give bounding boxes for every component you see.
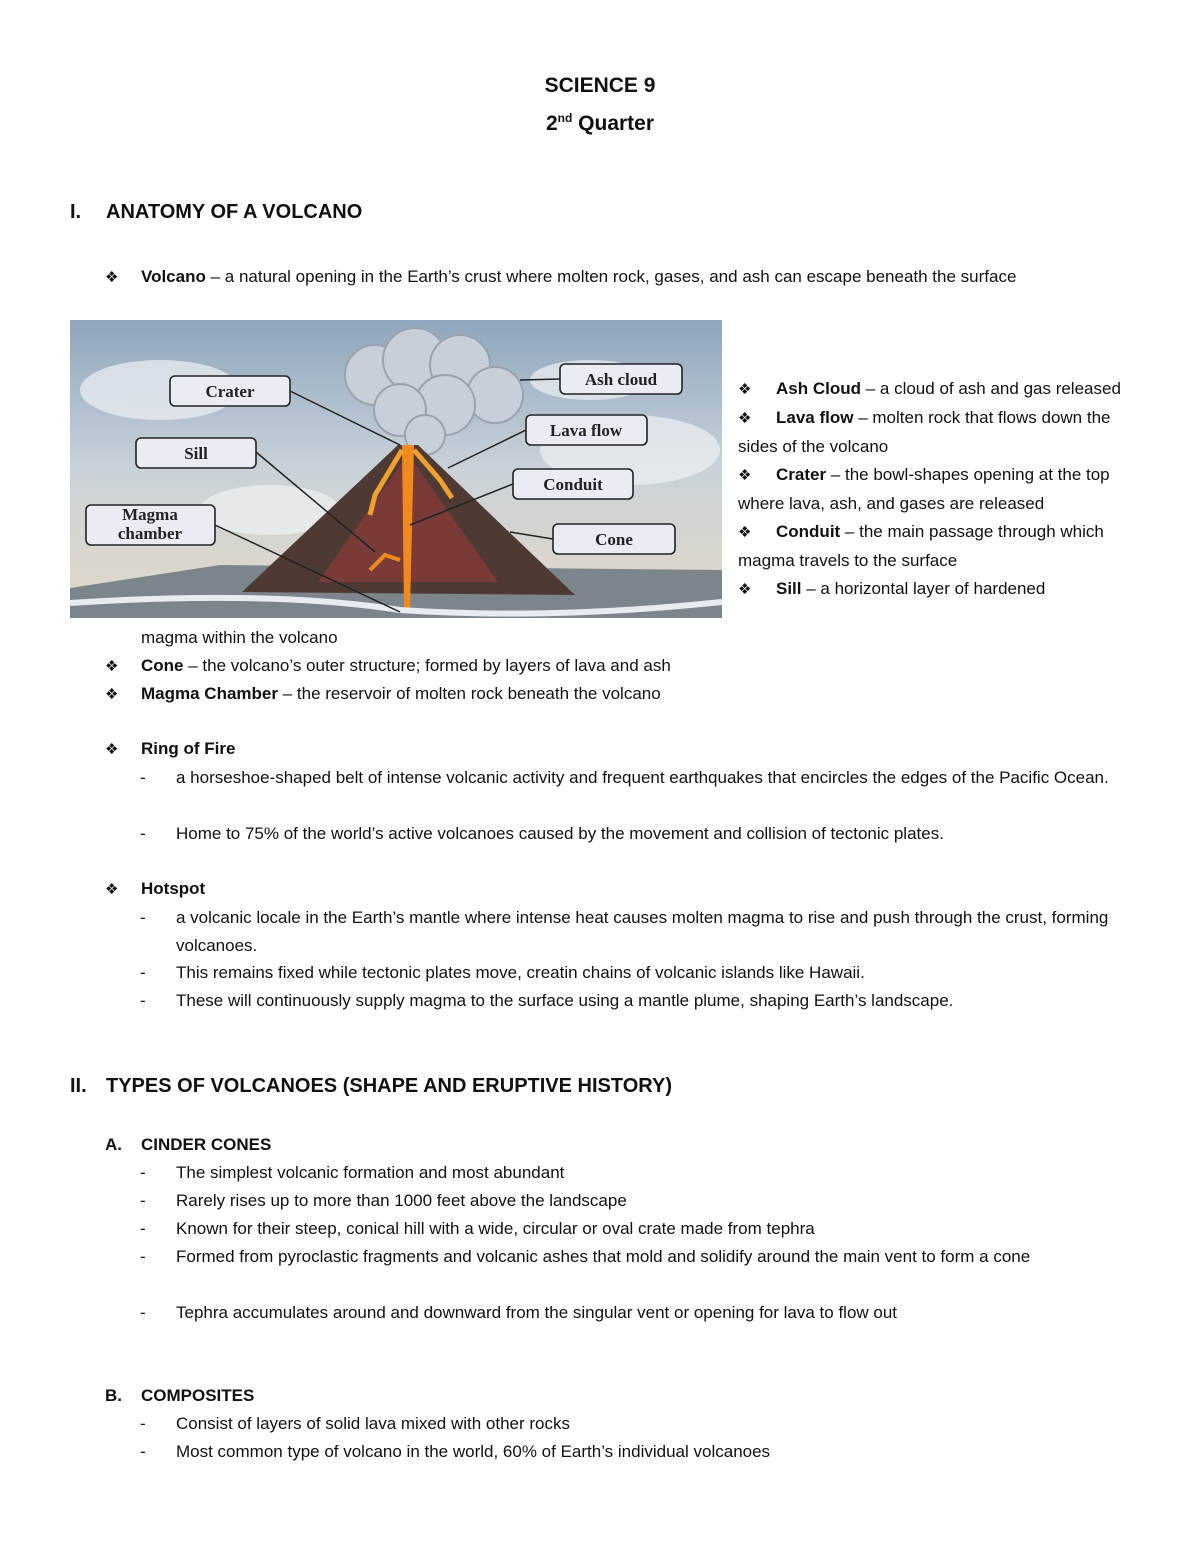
composites-item-text: Consist of layers of solid lava mixed with other rocks	[176, 1414, 570, 1433]
svg-text:Ash cloud: Ash cloud	[584, 370, 658, 389]
page-subtitle	[0, 111, 1200, 136]
cinder-cones-heading	[105, 1135, 271, 1155]
label-magma-chamber	[86, 505, 215, 545]
label-sill	[136, 438, 256, 468]
term: Lava flow	[776, 408, 854, 427]
diamond-bullet-icon: ❖	[105, 881, 119, 898]
label-crater	[170, 376, 290, 406]
term: Ring of Fire	[141, 739, 236, 758]
side-item-conduit	[738, 518, 1138, 575]
section-1-number: I.	[70, 201, 82, 223]
side-definitions	[738, 375, 1138, 604]
term: Volcano	[141, 267, 206, 286]
definition: – the bowl-shapes opening at the top where lava, ash, and gases are released	[738, 465, 1110, 513]
hotspot-item	[140, 987, 1130, 1015]
dash-icon: -	[140, 1247, 146, 1266]
dash-icon: -	[140, 768, 146, 787]
term: Magma Chamber	[141, 684, 278, 703]
cinder-item	[140, 1187, 1130, 1215]
side-item-ash-cloud	[738, 375, 1138, 404]
cinder-item	[140, 1159, 1130, 1187]
diamond-bullet-icon: ❖	[738, 410, 752, 427]
diamond-bullet-icon: ❖	[738, 524, 752, 541]
dash-icon: -	[140, 824, 146, 843]
definition: – a natural opening in the Earth’s crust where molten rock, gases, and ash can escape beneath the surface	[205, 267, 1017, 286]
label-lava-flow	[526, 415, 647, 445]
quarter-word: Quarter	[578, 112, 655, 135]
diamond-bullet-icon: ❖	[738, 581, 752, 598]
hotspot-item-text: a volcanic locale in the Earth’s mantle where intense heat causes molten magma to rise and push through the crust, forming volcanoes.	[176, 908, 1109, 955]
dash-icon: -	[140, 963, 146, 982]
diamond-bullet-icon: ❖	[105, 658, 119, 675]
volcano-diagram-svg	[70, 320, 722, 618]
term: Ash Cloud	[776, 379, 861, 398]
subsection-letter: A.	[105, 1135, 122, 1154]
cinder-item	[140, 1215, 1130, 1243]
ring-item	[140, 820, 1130, 848]
definition: – a cloud of ash and gas released	[861, 379, 1121, 398]
diamond-bullet-icon: ❖	[738, 381, 752, 398]
diamond-bullet-icon: ❖	[105, 741, 119, 758]
dash-icon: -	[140, 1191, 146, 1210]
section-2-number: II.	[70, 1075, 87, 1097]
diamond-bullet-icon: ❖	[105, 269, 119, 286]
subsection-title: COMPOSITES	[141, 1386, 255, 1405]
hotspot-heading	[105, 879, 1135, 899]
quarter-suffix: nd	[557, 111, 573, 125]
definition: – molten rock that flows down the sides of the volcano	[738, 408, 1111, 456]
definition: – the main passage through which magma travels to the surface	[738, 522, 1104, 570]
label-cone	[553, 524, 675, 554]
dash-icon: -	[140, 991, 146, 1010]
ring-item-text: a horseshoe-shaped belt of intense volcanic activity and frequent earthquakes that encircles the edges of the Pacific Ocean.	[176, 768, 1109, 787]
diamond-bullet-icon: ❖	[738, 467, 752, 484]
cinder-item	[140, 1299, 1130, 1327]
section-2-title: TYPES OF VOLCANOES (SHAPE AND ERUPTIVE HISTORY)	[106, 1075, 672, 1097]
section-1-title: ANATOMY OF A VOLCANO	[106, 201, 363, 223]
ring-item-text: Home to 75% of the world’s active volcanoes caused by the movement and collision of tectonic plates.	[176, 824, 944, 843]
volcano-diagram	[70, 320, 722, 618]
dash-icon: -	[140, 1442, 146, 1461]
svg-text:Crater: Crater	[205, 382, 255, 401]
dash-icon: -	[140, 1219, 146, 1238]
subsection-title: CINDER CONES	[141, 1135, 272, 1154]
svg-text:Magma: Magma	[122, 505, 178, 524]
composites-item	[140, 1438, 1130, 1466]
dash-icon: -	[140, 1414, 146, 1433]
svg-text:Sill: Sill	[184, 444, 208, 463]
composites-item-text: Most common type of volcano in the world, 60% of Earth’s individual volcanoes	[176, 1442, 771, 1461]
composites-heading	[105, 1386, 254, 1406]
dash-icon: -	[140, 1303, 146, 1322]
definition: – the volcano’s outer structure; formed by layers of lava and ash	[183, 656, 671, 675]
magma-chamber-definition	[105, 684, 1135, 704]
diamond-bullet-icon: ❖	[105, 686, 119, 703]
page-title: SCIENCE 9	[544, 74, 656, 97]
subsection-letter: B.	[105, 1386, 122, 1405]
sill-continuation: magma within the volcano	[141, 628, 338, 647]
side-item-crater	[738, 461, 1138, 518]
term: Sill	[776, 579, 802, 598]
definition: – the reservoir of molten rock beneath the volcano	[277, 684, 661, 703]
ring-item	[140, 764, 1130, 792]
quarter-number: 2	[545, 112, 558, 135]
dash-icon: -	[140, 1163, 146, 1182]
term: Crater	[776, 465, 827, 484]
hotspot-item-text: This remains fixed while tectonic plates move, creatin chains of volcanic islands like Hawaii.	[176, 963, 865, 982]
term: Hotspot	[141, 879, 206, 898]
svg-text:Cone: Cone	[595, 530, 633, 549]
term: Conduit	[776, 522, 841, 541]
cinder-item-text: The simplest volcanic formation and most abundant	[176, 1163, 565, 1182]
hotspot-item	[140, 904, 1130, 960]
side-item-lava-flow	[738, 404, 1138, 461]
term: Cone	[141, 656, 184, 675]
label-conduit	[513, 469, 633, 499]
svg-text:chamber: chamber	[117, 524, 183, 543]
volcano-definition	[105, 267, 1135, 287]
composites-item	[140, 1410, 1130, 1438]
hotspot-item-text: These will continuously supply magma to the surface using a mantle plume, shaping Earth’s landscape.	[176, 991, 954, 1010]
section-2-heading	[70, 1075, 672, 1098]
section-1-heading	[70, 201, 362, 224]
svg-text:Conduit: Conduit	[543, 475, 603, 494]
cinder-item-text: Formed from pyroclastic fragments and volcanic ashes that mold and solidify around the main vent to form a cone	[176, 1247, 1031, 1266]
label-ash-cloud	[560, 364, 682, 394]
ring-of-fire-heading	[105, 739, 1135, 759]
cinder-item	[140, 1243, 1130, 1271]
cinder-item-text: Tephra accumulates around and downward from the singular vent or opening for lava to flow out	[176, 1303, 898, 1322]
definition: – a horizontal layer of hardened	[801, 579, 1046, 598]
side-item-sill	[738, 575, 1138, 604]
cinder-item-text: Rarely rises up to more than 1000 feet above the landscape	[176, 1191, 627, 1210]
cinder-item-text: Known for their steep, conical hill with a wide, circular or oval crate made from tephra	[176, 1219, 815, 1238]
dash-icon: -	[140, 908, 146, 927]
svg-text:Lava flow: Lava flow	[549, 421, 623, 440]
hotspot-item	[140, 959, 1130, 987]
cone-definition	[105, 656, 1135, 676]
